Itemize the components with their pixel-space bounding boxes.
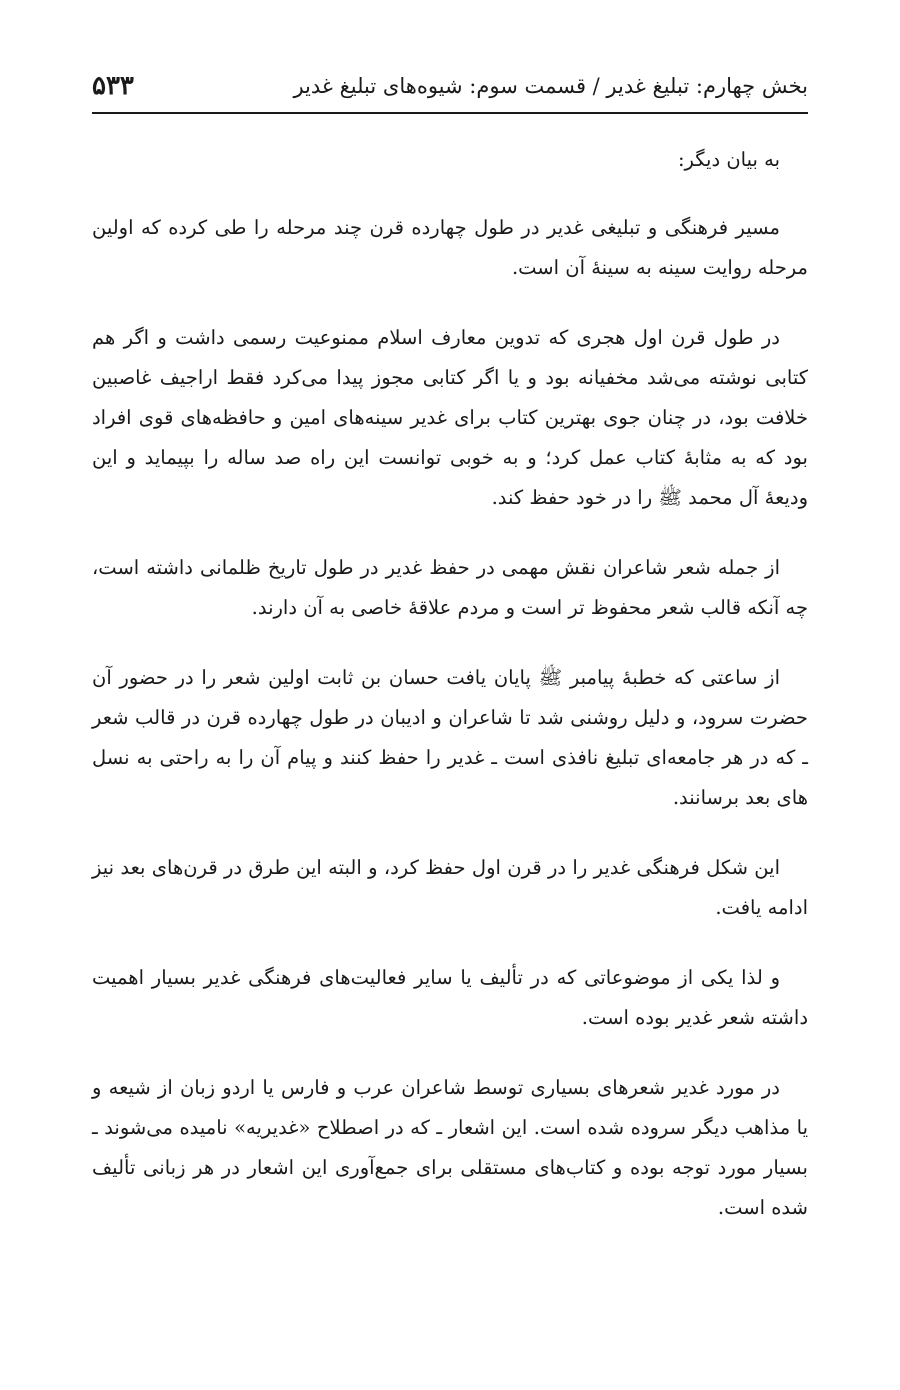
paragraph: به بیان دیگر:: [677, 148, 780, 171]
page-number: ۵۳۳: [92, 71, 134, 101]
paragraph: مسیر فرهنگی و تبلیغی غدیر در طول چهارده قرن چند مرحله را طی کرده که اولین مرحله روایت سینه به سینهٔ آن است.: [92, 216, 808, 279]
paragraph: و لذا یکی از موضوعاتی که در تألیف یا سایر فعالیت‌های فرهنگی غدیر بسیار اهمیت داشته شعر غدیر بوده است.: [92, 966, 808, 1029]
paragraph: از جمله شعر شاعران نقش مهمی در حفظ غدیر در طول تاریخ ظلمانی داشته است، چه آنکه قالب شعر محفوظ تر است و مردم علاقهٔ خاصی به آن دارند.: [92, 556, 808, 619]
body-text: [92, 140, 808, 1258]
paragraph: در مورد غدیر شعرهای بسیاری توسط شاعران عرب و فارس یا اردو زبان از شیعه و یا مذاهب دیگر سروده شده است. این اشعار ـ که در اصطلاح «غدیریه» نامیده می‌شوند ـ بسیار مورد توجه بوده و کتاب‌های مستقلی برای جمع‌آوری این اشعار در هر زبانی تألیف شده است.: [92, 1076, 808, 1219]
paragraph: در طول قرن اول هجری که تدوین معارف اسلام ممنوعیت رسمی داشت و اگر هم کتابی نوشته می‌شد مخفیانه بود و یا اگر کتابی مجوز پیدا می‌کرد فقط اراجیف غاصبین خلافت بود، در چنان جوی بهترین کتاب برای غدیر سینه‌های امین و حافظه‌های قوی افراد بود که به مثابهٔ کتاب عمل کرد؛ و به خوبی توانست این راه صد ساله را بپیماید و این ودیعهٔ آل محمد ﷺ را در خود حفظ کند.: [92, 326, 808, 509]
paragraph: این شکل فرهنگی غدیر را در قرن اول حفظ کرد، و البته این طرق در قرن‌های بعد نیز ادامه یافت.: [92, 856, 808, 919]
running-header: [92, 64, 808, 114]
paragraph: از ساعتی که خطبهٔ پیامبر ﷺ پایان یافت حسان بن ثابت اولین شعر را در حضور آن حضرت سرود، و دلیل روشنی شد تا شاعران و ادیبان در طول چهارده قرن در قالب شعر ـ که در هر جامعه‌ای تبلیغ نافذی است ـ غدیر را حفظ کنند و پیام آن را به راحتی به نسل های بعد برسانند.: [92, 666, 808, 809]
header-title: بخش چهارم: تبلیغ غدیر / قسمت سوم: شیوه‌های تبلیغ غدیر: [293, 74, 808, 98]
